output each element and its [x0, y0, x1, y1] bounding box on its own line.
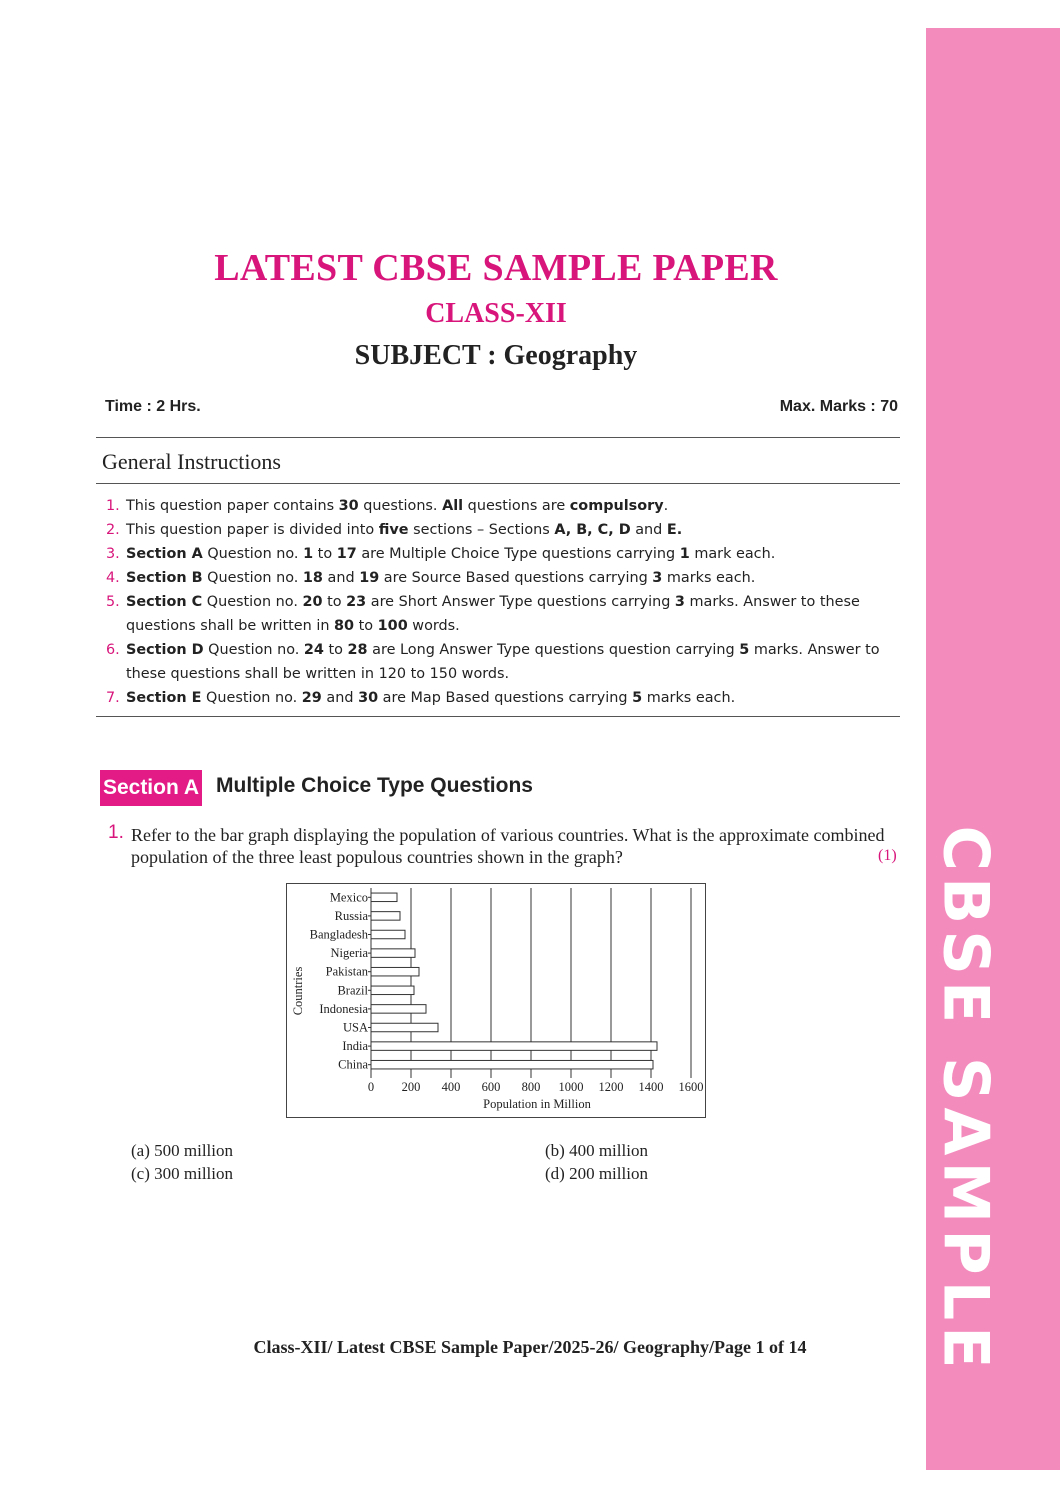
- category-label: Nigeria: [330, 946, 368, 961]
- x-tick-label: 800: [521, 1080, 541, 1094]
- divider: [96, 716, 900, 717]
- bar: [371, 1060, 653, 1069]
- section-a-badge: Section A: [100, 770, 202, 806]
- question-text: Refer to the bar graph displaying the population of various countries. What is the approximate combined population of the three least populous countries shown in the graph?: [131, 825, 885, 867]
- category-label: Russia: [334, 908, 368, 923]
- instruction-item: [106, 686, 896, 710]
- instructions-heading: General Instructions: [102, 449, 281, 474]
- category-label: Bangladesh: [309, 927, 368, 942]
- y-axis-title: Countries: [291, 966, 305, 1016]
- instruction-text: Section C Question no. 20 to 23 are Short Answer Type questions carrying 3 marks. Answer to these questions shall be written in 80 to 100 words.: [126, 594, 860, 634]
- page-footer: Class-XII/ Latest CBSE Sample Paper/2025-26/ Geography/Page 1 of 14: [253, 1337, 807, 1357]
- side-banner-text: [929, 825, 1003, 1375]
- bar: [371, 930, 405, 939]
- category-label: Pakistan: [325, 964, 368, 979]
- bar: [371, 949, 415, 958]
- side-banner-label: CBSE SAMPLE: [929, 825, 1003, 1375]
- bar: [371, 1005, 426, 1014]
- bar: [371, 1042, 657, 1051]
- category-label: India: [342, 1039, 368, 1054]
- x-tick-label: 200: [401, 1080, 421, 1094]
- bar: [371, 1023, 438, 1032]
- instruction-text: Section A Question no. 1 to 17 are Multiple Choice Type questions carrying 1 mark each.: [126, 546, 776, 562]
- instruction-text: Section D Question no. 24 to 28 are Long Answer Type questions question carrying 5 marks. Answer to these questions shall be written in 120 to 150 words.: [126, 642, 880, 682]
- instruction-item: [106, 638, 896, 686]
- divider: [96, 437, 900, 438]
- x-tick-label: 1200: [598, 1080, 624, 1094]
- instructions-list: [106, 494, 896, 710]
- instruction-item: [106, 542, 896, 566]
- bar: [371, 967, 419, 976]
- x-tick-label: 1000: [558, 1080, 584, 1094]
- divider: [96, 483, 900, 484]
- x-tick-label: 1600: [678, 1080, 704, 1094]
- instruction-item: [106, 494, 896, 518]
- question-number: 1.: [108, 822, 124, 843]
- question-marks: (1): [878, 847, 897, 864]
- time-label: Time : 2 Hrs.: [105, 398, 201, 415]
- instruction-text: This question paper contains 30 questions. All questions are compulsory.: [126, 498, 669, 514]
- bar: [371, 912, 400, 921]
- population-bar-chart: [287, 884, 705, 1117]
- bar: [371, 986, 414, 995]
- instruction-text: Section E Question no. 29 and 30 are Map Based questions carrying 5 marks each.: [126, 690, 736, 706]
- category-label: USA: [342, 1020, 368, 1035]
- instruction-number: 5.: [106, 594, 120, 610]
- chart-frame: [286, 883, 706, 1118]
- bar: [371, 893, 397, 902]
- instruction-number: 4.: [106, 570, 120, 586]
- instruction-text: This question paper is divided into five sections – Sections A, B, C, D and E.: [126, 522, 683, 538]
- option-d[interactable]: (d) 200 million: [545, 1164, 648, 1183]
- option-b[interactable]: (b) 400 million: [545, 1141, 648, 1160]
- option-c[interactable]: (c) 300 million: [131, 1164, 233, 1183]
- category-label: China: [338, 1057, 368, 1072]
- instruction-number: 3.: [106, 546, 120, 562]
- instruction-item: [106, 590, 896, 638]
- paper-title: LATEST CBSE SAMPLE PAPER: [214, 247, 778, 289]
- instruction-item: [106, 566, 896, 590]
- x-tick-label: 600: [481, 1080, 501, 1094]
- category-label: Indonesia: [319, 1001, 368, 1016]
- max-marks-label: Max. Marks : 70: [779, 398, 898, 415]
- instruction-item: [106, 518, 896, 542]
- instruction-number: 7.: [106, 690, 120, 706]
- instruction-text: Section B Question no. 18 and 19 are Source Based questions carrying 3 marks each.: [126, 570, 756, 586]
- category-label: Mexico: [329, 890, 368, 905]
- class-title: CLASS-XII: [425, 298, 567, 329]
- instruction-number: 2.: [106, 522, 120, 538]
- instruction-number: 6.: [106, 642, 120, 658]
- x-tick-label: 1400: [638, 1080, 664, 1094]
- x-tick-label: 400: [441, 1080, 461, 1094]
- x-axis-title: Population in Million: [483, 1097, 591, 1111]
- x-tick-label: 0: [367, 1080, 375, 1094]
- option-a[interactable]: (a) 500 million: [131, 1141, 233, 1160]
- subject-title: SUBJECT : Geography: [354, 340, 638, 371]
- category-label: Brazil: [337, 983, 368, 998]
- section-a-title: Multiple Choice Type Questions: [216, 774, 533, 797]
- instruction-number: 1.: [106, 498, 120, 514]
